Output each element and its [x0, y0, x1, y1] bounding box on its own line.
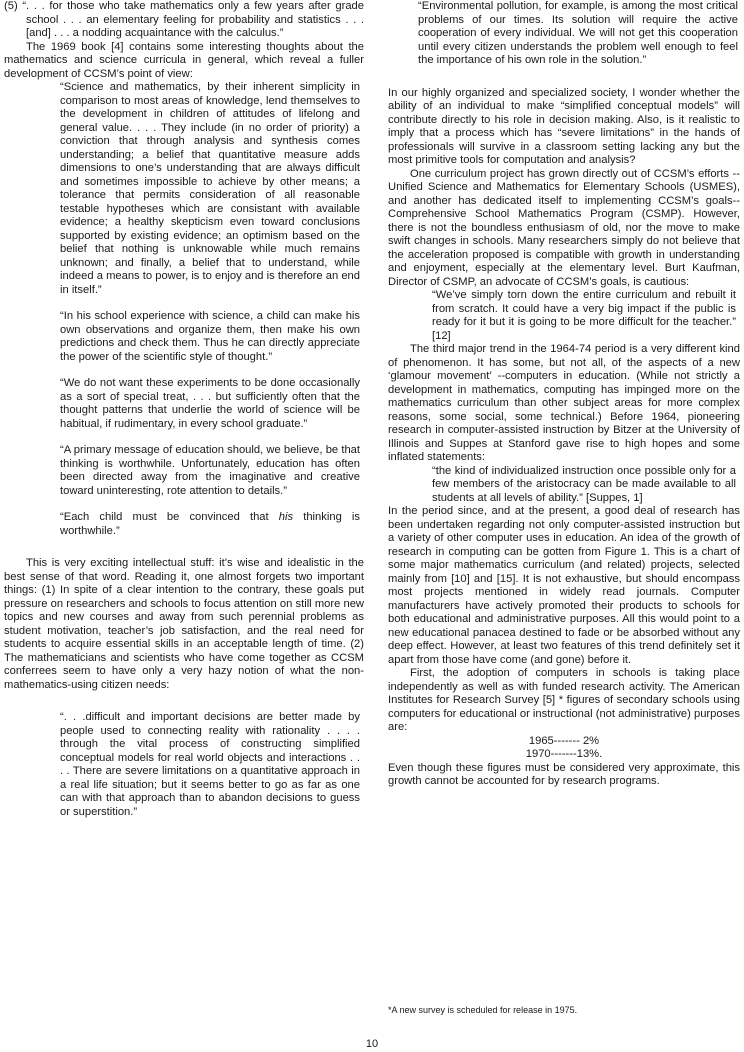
quote-primary-message: “A primary message of education should, we believe, be that thinking is worthwhile. Unfortunately, education has often been directed away from the imaginative and creative toward uninteresting, rote attention to details.” — [60, 444, 360, 497]
right-column — [388, 0, 740, 789]
paragraph-1969-book: The 1969 book [4] contains some interesting thoughts about the mathematics and science curricula in general, which reveal a fuller development of CCSM’s point of view: — [4, 40, 364, 80]
quote-experiments: “We do not want these experiments to be done occasionally as a sort of special treat, . . . but sufficiently often that the thought patterns that underlie the world of science will be habitual, if rudimentary, in every school graduate.” — [60, 377, 360, 430]
page-number: 10 — [365, 1038, 379, 1050]
statistic-1965: 1965------- 2% — [528, 734, 600, 747]
paragraph-period-since: In the period since, and at the present, a good deal of research has been undertaken regarding not only computer-assisted instruction but a variety of other computer uses in education. An idea of the growth of research in computing can be gotten from Figure 1. This is a chart of some major mathematics curriculum (and related) projects, selected mainly from [10] and [15]. It is not exhaustive, but should encompass most projects mentioned in widely read journals. Computer manufacturers have actively promoted their products to schools for both educational and administrative purposes. All this would point to a new educational panacea destined to fade or be absorbed without any deep effect. However, at least two features of this trend definitely set it apart from those have come (and gone) before it. — [388, 505, 740, 666]
quote-suppes: “the kind of individualized instruction once possible only for a few members of the aristocracy can be made available to all students at all levels of ability.” [Suppes, 1] — [432, 464, 736, 504]
paragraph-organized-society: In our highly organized and specialized society, I wonder whether the ability of an individual to make “simplified conceptual models” will contribute directly to his role in decision making. Also, is it realistic to imply that a process which has “severe limitations” in the hands of professionals will survive in a classroom setting lacking any but the most primitive tools for computation and analysis? — [388, 86, 740, 166]
quote-kaufman: “We’ve simply torn down the entire curriculum and rebuilt it from scratch. It could have a very big impact if the public is ready for it but it is going to be more difficult for the teacher.” [12] — [432, 289, 736, 342]
quote-each-child-end: thinking is worthwhile.” — [60, 511, 361, 537]
left-column — [4, 0, 364, 819]
paragraph-even-though: Even though these figures must be considered very approximate, this growth cannot be accounted for by research programs. — [388, 761, 740, 787]
quote-each-child-emphasis: his — [278, 511, 294, 523]
list-item-5: (5) “. . . for those who take mathematics only a few years after grade school . . . an elementary feeling for probability and statistics . . . [and] . . . a nodding acquaintance with the calculus.” — [4, 0, 364, 39]
footnote: *A new survey is scheduled for release in 1975. — [388, 1005, 578, 1015]
quote-each-child — [60, 511, 360, 538]
paragraph-exciting: This is very exciting intellectual stuff: it’s wise and idealistic in the best sense of that word. Reading it, one almost forgets two important things: (1) In spite of a clear intention to the contrary, these goals put pressure on researchers and schools to focus attention on still more new topics and new courses and away from such perennial problems as student motivation, teacher’s job satisfaction, and the real need for students to acquire essential skills in an acceptable length of time. (2) The mathematicians and scientists who have come together as CCSM conferrees seem to have only a very hazy notion of what the non-mathematics-using citizen needs: — [4, 557, 364, 691]
paragraph-first: First, the adoption of computers in schools is taking place independently as well as with funded research activity. The American Institutes for Research Survey [5] * figures of secondary schools using computers for educational or instructional (not administrative) purposes are: — [388, 667, 740, 733]
quote-each-child-start: “Each child must be convinced that — [60, 511, 279, 523]
quote-science-mathematics: “Science and mathematics, by their inherent simplicity in comparison to most areas of knowledge, lend themselves to the development in children of attitudes of lifelong and general value. . . . They include (in no order of priority) a conviction that through analysis and synthesis comes understanding; a belief that quantitative measure adds dimensions to one’s understanding that are always difficult and sometimes impossible to achieve by other means; a tolerance that permits consideration of all reasonable testable hypotheses which are consistant with available evidence; a healthy skepticism even toward conclusions supported by existing evidence; an optimism based on the belief that nothing is unknowable while much remains unknown; and finally, a belief that to understand, while indeed a means to power, is to enjoy and is therefore an end in itself.” — [60, 81, 360, 296]
quote-difficult-decisions: “. . .difficult and important decisions are better made by people used to connecting reality with rationality . . . . through the vital process of constructing simplified conceptual models for real world objects and interactions . . . . There are severe limitations on a quantitative approach in a real life situation; but it seems better to go as far as one can with that approach than to abandon decisions to guess or superstition.” — [60, 711, 360, 818]
quote-school-experience: “In his school experience with science, a child can make his own observations and organize them, then make his own predictions and check them. Thus he can directly appreciate the power of the scientific style of thought.” — [60, 310, 360, 363]
statistic-1970: 1970-------13%. — [525, 748, 603, 760]
paragraph-third-trend: The third major trend in the 1964-74 period is a very different kind of phenomenon. It has some, but not all, of the aspects of a new ‘glamour movement’ --computers in education. (While not strictly a development in mathematics, computing has impinged more on the mathematics curriculum than other subject areas for more complex reasons, some social, some technical.) Before 1964, pioneering research in computer-assisted instruction by Bitzer at the University of Illinois and Suppes at Stanford gave rise to high hopes and some inflated statements: — [388, 343, 740, 463]
paragraph-usmes: One curriculum project has grown directly out of CCSM’s efforts --Unified Science and Mathematics for Elementary Schools (USMES), and another has dedicated itself to implementing CCSM’s goals-- Comprehensive School Mathematics Program (CSMP). However, there is not the boundless enthusiasm of old, nor the move to make swift changes in schools. Many researchers simply do not believe that the acceleration proposed is compatible with growth in understanding and enjoyment, especially at the elementary level. Burt Kaufman, Director of CSMP, an advocate of CCSM’s goals, is cautious: — [388, 167, 740, 288]
quote-environmental-pollution: “Environmental pollution, for example, is among the most critical problems of our times. Its solution will require the active cooperation of every individual. We will not get this cooperation until every citizen understands the problem well enough to feel the importance of his own role in the solution.” — [418, 0, 738, 66]
